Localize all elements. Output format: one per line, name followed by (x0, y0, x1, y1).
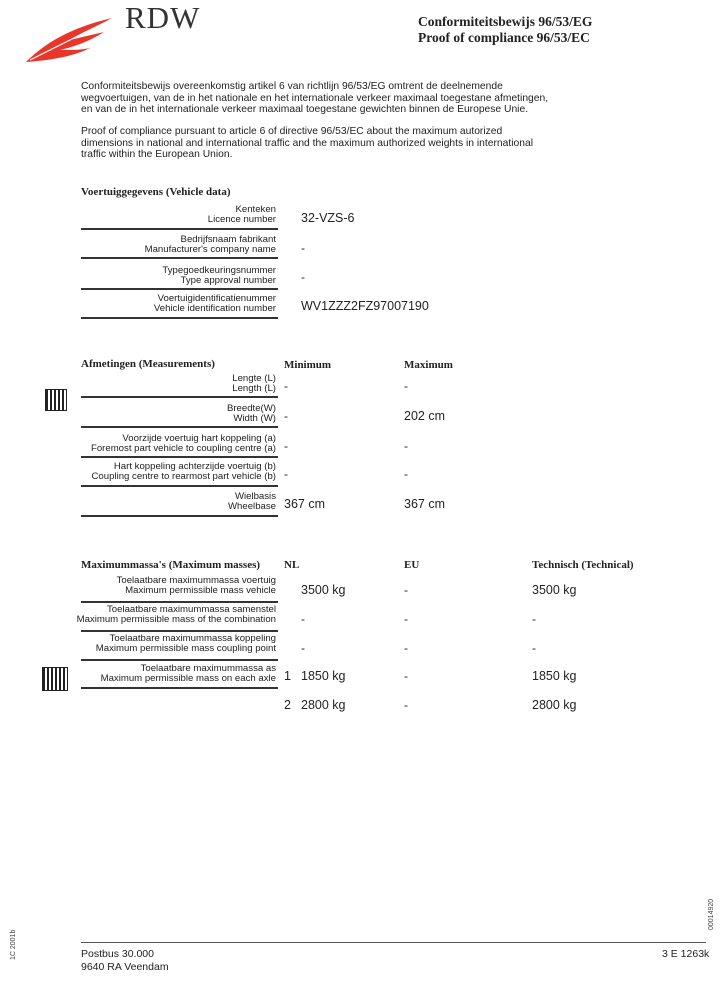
label-length: Lengte (L) Length (L) (232, 373, 276, 395)
divider (81, 396, 278, 398)
label-coupling-rearmost: Hart koppeling achterzijde voertuig (b) Coupling centre to rearmost part vehicle (b) (91, 461, 276, 483)
axle-1-number: 1 (284, 669, 291, 683)
side-code-left: 1C 2001b (10, 929, 17, 960)
mass-coupling-technical: - (532, 641, 536, 655)
document-title-nl: Conformiteitsbewijs 96/53/EG (418, 14, 593, 29)
mass-combination-nl: - (301, 612, 305, 626)
measurements-heading: Afmetingen (Measurements) (81, 358, 215, 370)
qr-code-icon (42, 667, 68, 691)
length-max: - (404, 379, 408, 393)
vehicle-label-type-approval: Typegoedkeuringsnummer Type approval number (162, 265, 276, 287)
divider (81, 426, 278, 428)
rdw-logo-text: RDW (125, 0, 201, 35)
divider (81, 687, 278, 689)
foremost-min: - (284, 439, 288, 453)
col-eu: EU (404, 559, 420, 571)
rdw-logo-icon (24, 14, 116, 66)
rearmost-min: - (284, 467, 288, 481)
intro-text-en: Proof of compliance pursuant to article 6 of directive 96/53/EC about the maximum autorized dimensions in national and international traffic and the maximum authorized weights in international traffic within the European Union. (81, 126, 533, 161)
mass-coupling-nl: - (301, 641, 305, 655)
label-mass-vehicle: Toelaatbare maximummassa voertuig Maximum permissible mass vehicle (116, 575, 276, 597)
label-mass-coupling: Toelaatbare maximummassa koppeling Maximum permissible mass coupling point (95, 633, 276, 655)
label-mass-axle: Toelaatbare maximummassa as Maximum permissible mass on each axle (100, 663, 276, 685)
intro-text-nl: Conformiteitsbewijs overeenkomstig artikel 6 van richtlijn 96/53/EG omtrent de deelnemende wegvoertuigen, van de in het nationale en het internationale verkeer maximaal toegestane afmetingen, en van de in het internationale verkeer maximaal toegestane gewichten binnen de Europese Unie. (81, 81, 549, 116)
masses-heading: Maximummassa's (Maximum masses) (81, 559, 261, 571)
axle-1-technical: 1850 kg (532, 669, 577, 683)
label-wheelbase: Wielbasis Wheelbase (228, 491, 276, 513)
vin-value: WV1ZZZ2FZ97007190 (301, 299, 429, 313)
manufacturer-value: - (301, 241, 305, 255)
axle-2-technical: 2800 kg (532, 698, 577, 712)
divider (81, 485, 278, 487)
axle-2-eu: - (404, 698, 408, 712)
divider (81, 228, 278, 230)
vehicle-data-heading: Voertuiggegevens (Vehicle data) (81, 186, 231, 198)
axle-2-number: 2 (284, 698, 291, 712)
vehicle-label-licence: Kenteken Licence number (207, 204, 276, 226)
width-min: - (284, 409, 288, 423)
col-maximum: Maximum (404, 359, 453, 371)
mass-combination-eu: - (404, 612, 408, 626)
divider (81, 630, 278, 632)
col-minimum: Minimum (284, 359, 332, 371)
footer-doc-code: 3 E 1263k (662, 948, 710, 960)
type-approval-value: - (301, 270, 305, 284)
document-title-en: Proof of compliance 96/53/EC (418, 30, 590, 45)
wheelbase-max: 367 cm (404, 497, 445, 511)
label-mass-combination: Toelaatbare maximummassa samenstel Maximum permissible mass of the combination (76, 604, 276, 626)
foremost-max: - (404, 439, 408, 453)
col-technical: Technisch (Technical) (532, 559, 634, 571)
vehicle-label-manufacturer: Bedrijfsnaam fabrikant Manufacturer's company name (144, 234, 276, 256)
col-nl: NL (284, 559, 300, 571)
axle-1-eu: - (404, 669, 408, 683)
label-width: Breedte(W) Width (W) (226, 403, 276, 425)
mass-vehicle-nl: 3500 kg (301, 583, 346, 597)
divider (81, 601, 278, 603)
mass-combination-technical: - (532, 612, 536, 626)
mass-vehicle-technical: 3500 kg (532, 583, 577, 597)
divider (81, 515, 278, 517)
licence-number-value: 32-VZS-6 (301, 211, 355, 225)
vehicle-label-vin: Voertuigidentificatienummer Vehicle identification number (153, 293, 276, 315)
qr-code-icon (45, 389, 67, 411)
wheelbase-min: 367 cm (284, 497, 325, 511)
divider (81, 659, 278, 661)
divider (81, 317, 278, 319)
width-max: 202 cm (404, 409, 445, 423)
rearmost-max: - (404, 467, 408, 481)
divider (81, 288, 278, 290)
footer-postbus: Postbus 30.000 (81, 948, 154, 960)
footer-address (81, 948, 169, 973)
divider (81, 257, 278, 259)
axle-1-nl: 1850 kg (301, 669, 346, 683)
mass-vehicle-eu: - (404, 583, 408, 597)
label-foremost-coupling: Voorzijde voertuig hart koppeling (a) Foremost part vehicle to coupling centre (a) (90, 433, 276, 455)
mass-coupling-eu: - (404, 641, 408, 655)
axle-2-nl: 2800 kg (301, 698, 346, 712)
length-min: - (284, 379, 288, 393)
side-code-right: 00014920 (708, 898, 715, 930)
footer-divider (81, 942, 706, 943)
divider (81, 456, 278, 458)
footer-postcode: 9640 RA Veendam (81, 960, 169, 973)
